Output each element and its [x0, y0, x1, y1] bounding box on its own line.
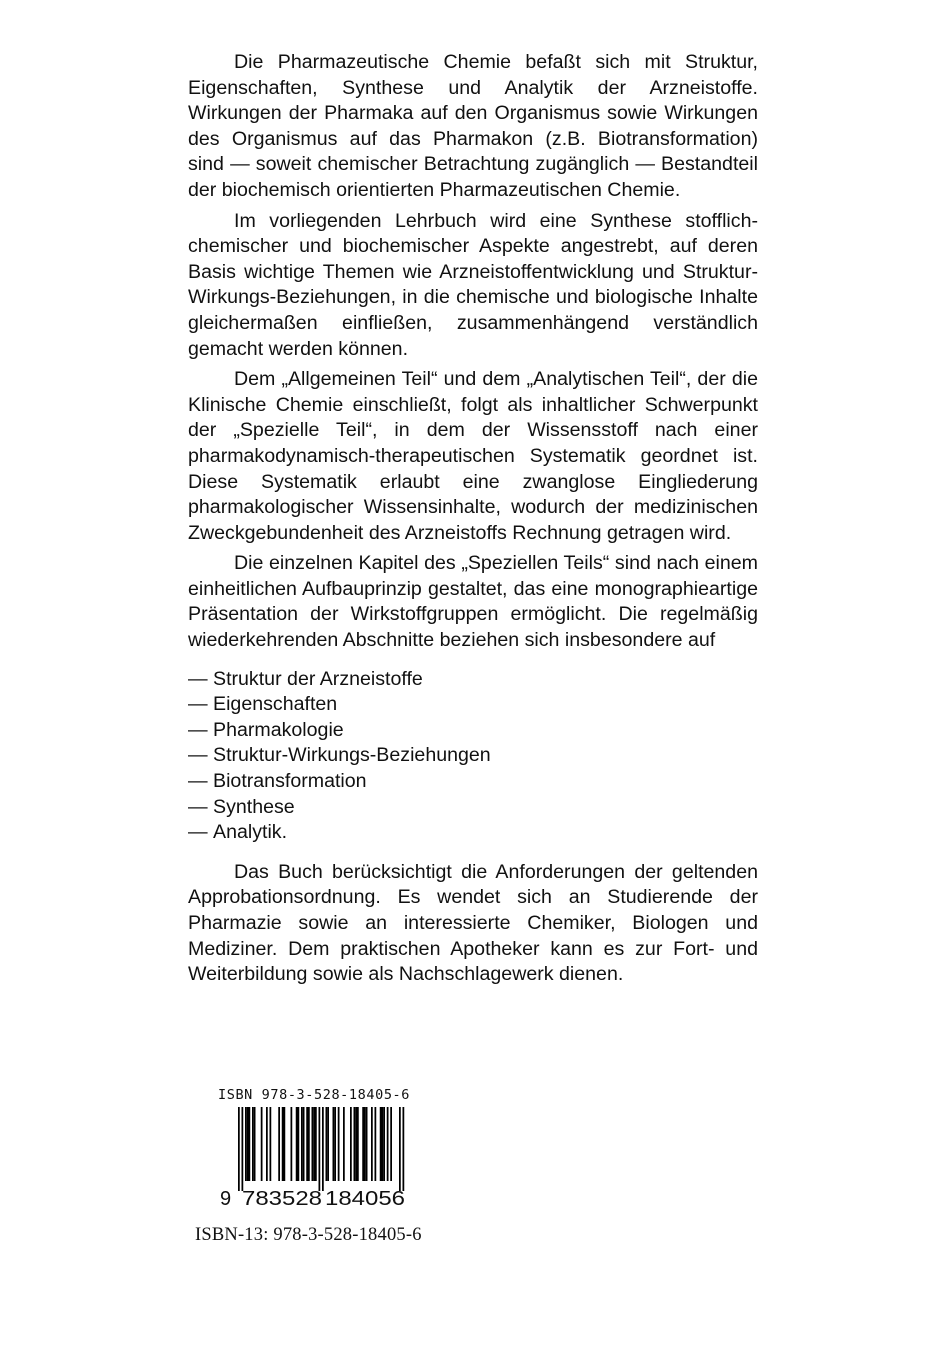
list-item: [188, 820, 758, 846]
barcode-bar: [326, 1107, 328, 1181]
back-cover-text: [188, 50, 758, 988]
dash-mark: —: [188, 821, 208, 844]
list-item-label: Biotransformation: [213, 770, 367, 793]
barcode-bar: [364, 1107, 366, 1181]
barcode-bar: [390, 1107, 392, 1181]
barcode-bar: [242, 1107, 244, 1191]
barcode-bar: [362, 1107, 364, 1181]
barcode-bars: [238, 1107, 404, 1191]
barcode-bar: [380, 1107, 382, 1181]
barcode-bar: [247, 1107, 249, 1181]
barcode-bar: [238, 1107, 240, 1191]
barcode-bar: [278, 1107, 280, 1181]
barcode-right-digits: 184056: [325, 1188, 405, 1209]
barcode-bar: [357, 1107, 359, 1181]
barcode-bar: [282, 1107, 284, 1181]
barcode-isbn-label: ISBN 978-3-528-18405-6: [218, 1087, 411, 1103]
paragraph-textbook: Im vorliegenden Lehrbuch wird eine Synthese stofflichchemischer und biochemischer Aspekte angestrebt, auf deren Basis wichtige Themen wie Arzneistoffentwicklung und Struktur-Wirkungs-Beziehungen, in die chemische und biologische Inhalte gleichermaßen einfließen, zusammenhängend verständlich gemacht werden können.: [188, 209, 758, 360]
dash-mark: —: [188, 693, 208, 716]
barcode-bar: [312, 1107, 314, 1181]
barcode-bar: [306, 1107, 308, 1181]
barcode-bar: [252, 1107, 254, 1181]
barcode-bar: [261, 1107, 263, 1181]
list-item-label: Struktur der Arzneistoffe: [213, 667, 423, 690]
barcode-bar: [319, 1107, 321, 1191]
list-item-label: Analytik.: [213, 821, 288, 844]
list-item: [188, 692, 758, 718]
barcode-bar: [343, 1107, 345, 1181]
barcode-bar: [270, 1107, 272, 1181]
dash-mark: —: [188, 718, 208, 741]
list-item-label: Eigenschaften: [213, 693, 338, 716]
barcode-bar: [334, 1107, 336, 1181]
barcode-bar: [254, 1107, 256, 1181]
barcode-bar: [350, 1107, 352, 1181]
barcode-bar: [249, 1107, 251, 1181]
barcode-image: [216, 1107, 456, 1209]
dash-mark: —: [188, 667, 208, 690]
barcode-bar: [266, 1107, 268, 1181]
barcode-bar: [322, 1107, 324, 1191]
paragraph-chapters: Die einzelnen Kapitel des „Speziellen Teils“ sind nach einem einheitlichen Aufbauprinzip gestaltet, das eine monographieartige Präsentation der Wirkstoffgruppen ermöglicht. Die regelmäßig wiederkehrenden Abschnitte beziehen sich insbesondere auf: [188, 552, 758, 652]
paragraph-structure: Dem „Allgemeinen Teil“ und dem „Analytischen Teil“, der die Klinische Chemie einschließt, folgt als inhaltlicher Schwerpunkt der „Spezielle Teil“, in dem der Wissensstoff nach einer pharmakodynamisch-therapeutischen Systematik geordnet ist. Diese Systematik erlaubt eine zwanglose Eingliederung pharmakologischer Wissensinhalte, wodurch der medizinischen Zweckgebundenheit des Arzneistoffs Rechnung getragen wird.: [188, 368, 758, 544]
barcode-bar: [375, 1107, 377, 1181]
barcode-bar: [301, 1107, 303, 1181]
barcode-bar: [245, 1107, 247, 1181]
list-item: [188, 795, 758, 821]
barcode-bar: [327, 1107, 329, 1181]
barcode-bar: [403, 1107, 405, 1191]
barcode-bar: [383, 1107, 385, 1181]
barcode-first-digit: 9: [220, 1188, 232, 1209]
barcode-bar: [298, 1107, 300, 1181]
barcode-bar: [313, 1107, 315, 1181]
barcode-bar: [371, 1107, 373, 1181]
list-item: [188, 743, 758, 769]
barcode-bar: [399, 1107, 401, 1191]
barcode-bar: [284, 1107, 286, 1181]
paragraph-audience: Das Buch berücksichtigt die Anforderungen der geltenden Approbationsordnung. Es wendet sich an Studierende der Pharmazie sowie an interessierte Chemiker, Biologen und Mediziner. Dem praktischen Apotheker kann es zur Fort- und Weiterbildung sowie als Nachschlagewerk dienen.: [188, 860, 758, 986]
list-item-label: Pharmakologie: [213, 718, 344, 741]
barcode-bar: [315, 1107, 317, 1181]
barcode-bar: [382, 1107, 384, 1181]
barcode-bar: [291, 1107, 293, 1181]
dash-mark: —: [188, 744, 208, 767]
barcode-bar: [354, 1107, 356, 1181]
paragraph-intro: Die Pharmazeutische Chemie befaßt sich mit Struktur, Eigenschaften, Synthese und Analytik der Arzneistoffe. Wirkungen der Pharmaka auf den Organismus sowie Wirkungen des Organismus auf das Pharmakon (z.B. Biotransformation) sind — soweit chemischer Betrachtung zugänglich — Bestandteil der biochemisch orientierten Pharmazeutischen Chemie.: [188, 51, 758, 201]
dash-mark: —: [188, 770, 208, 793]
barcode-left-digits: 783528: [242, 1188, 322, 1209]
list-item: [188, 718, 758, 744]
barcode-bar: [333, 1107, 335, 1181]
list-item-label: Synthese: [213, 795, 295, 818]
barcode-bar: [296, 1107, 298, 1181]
barcode-bar: [366, 1107, 368, 1181]
dash-mark: —: [188, 795, 208, 818]
list-item: [188, 769, 758, 795]
list-item: [188, 667, 758, 693]
barcode-block: [216, 1087, 456, 1209]
barcode-bar: [338, 1107, 340, 1181]
barcode-bar: [303, 1107, 305, 1181]
list-item-label: Struktur-Wirkungs-Beziehungen: [213, 744, 491, 767]
isbn13-label: ISBN-13: 978-3-528-18405-6: [195, 1225, 422, 1245]
section-list: [188, 667, 758, 846]
barcode-bar: [308, 1107, 310, 1181]
barcode-bar: [355, 1107, 357, 1181]
barcode-bar: [387, 1107, 389, 1181]
